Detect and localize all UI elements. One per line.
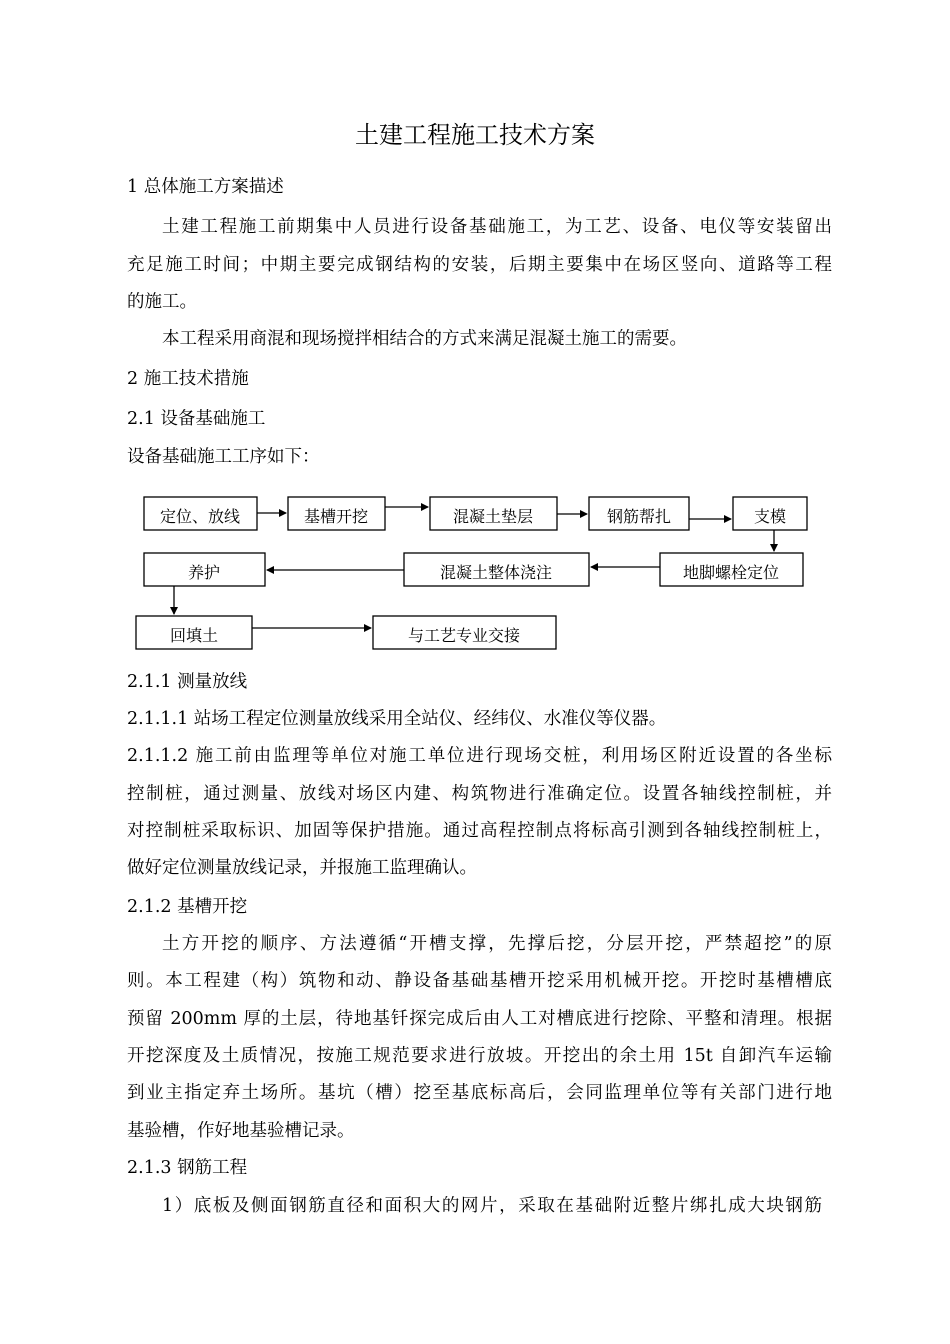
flow-label-gangjin: 钢筋帮扎 (606, 507, 672, 526)
section-2-1-1-1: 2.1.1.1 站场工程定位测量放线采用全站仪、经纬仪、水准仪等仪器。 (127, 709, 667, 729)
section-2-1-2-line-2: 则。本工程建（构）筑物和动、静设备基础基槽开挖采用机械开挖。开挖时基槽槽底 (127, 971, 832, 991)
paragraph-1-line-3: 的施工。 (127, 292, 197, 312)
flow-label-huitian: 回填土 (169, 626, 219, 645)
section-2-1-3-heading: 2.1.3 钢筋工程 (127, 1158, 248, 1178)
section-2-1-2-line-1: 土方开挖的顺序、方法遵循“开槽支撑，先撑后挖，分层开挖，严禁超挖”的原 (162, 934, 832, 954)
section-2-1-1-heading: 2.1.1 测量放线 (127, 672, 248, 692)
section-2-1-1-2-line-1: 2.1.1.2 施工前由监理等单位对施工单位进行现场交桩，利用场区附近设置的各坐标 (127, 746, 832, 766)
flow-label-dingwei: 定位、放线 (159, 507, 241, 526)
section-2-1-2-line-6: 基验槽，作好地基验槽记录。 (127, 1121, 355, 1141)
section-2-1-2-line-3: 预留 200mm 厚的土层，待地基钎探完成后由人工对槽底进行挖除、平整和清理。根据 (127, 1009, 832, 1029)
section-2-1-1-2-line-3: 对控制桩采取标识、加固等保护措施。通过高程控制点将标高引测到各轴线控制桩上， (127, 821, 832, 841)
section-2-1-heading: 2.1 设备基础施工 (127, 409, 266, 429)
flow-label-yanghu: 养护 (187, 563, 221, 582)
flow-label-jiaojie: 与工艺专业交接 (407, 626, 521, 645)
paragraph-1-line-2: 充足施工时间；中期主要完成钢结构的安装，后期主要集中在场区竖向、道路等工程 (127, 255, 832, 275)
paragraph-1-line-1: 土建工程施工前期集中人员进行设备基础施工，为工艺、设备、电仪等安装留出 (162, 217, 832, 237)
flow-label-luoshuan: 地脚螺栓定位 (682, 563, 780, 582)
section-2-1-1-2-line-4: 做好定位测量放线记录，并报施工监理确认。 (127, 858, 477, 878)
section-2-1-1-2-line-2: 控制桩，通过测量、放线对场区内建、构筑物进行准确定位。设置各轴线控制桩，并 (127, 784, 832, 804)
flow-label-jiaozhu: 混凝土整体浇注 (439, 563, 553, 582)
flow-label-dianceng: 混凝土垫层 (452, 507, 534, 526)
document-title: 土建工程施工技术方案 (355, 121, 595, 149)
section-2-heading: 2 施工技术措施 (127, 369, 249, 389)
section-2-1-2-line-4: 开挖深度及土质情况，按施工规范要求进行放坡。开挖出的余土用 15t 自卸汽车运输 (127, 1046, 832, 1066)
flow-label-zhimo: 支模 (753, 507, 787, 526)
section-2-1-2-heading: 2.1.2 基槽开挖 (127, 897, 248, 917)
section-2-1-2-line-5: 到业主指定弃土场所。基坑（槽）挖至基底标高后，会同监理单位等有关部门进行地 (127, 1083, 832, 1103)
section-1-heading: 1 总体施工方案描述 (127, 177, 284, 197)
flow-label-jicao: 基槽开挖 (303, 507, 369, 526)
flow-intro: 设备基础施工工序如下： (127, 447, 320, 467)
section-2-1-3-line-1: 1）底板及侧面钢筋直径和面积大的网片，采取在基础附近整片绑扎成大块钢筋 (162, 1196, 822, 1216)
paragraph-2: 本工程采用商混和现场搅拌相结合的方式来满足混凝土施工的需要。 (162, 329, 687, 349)
